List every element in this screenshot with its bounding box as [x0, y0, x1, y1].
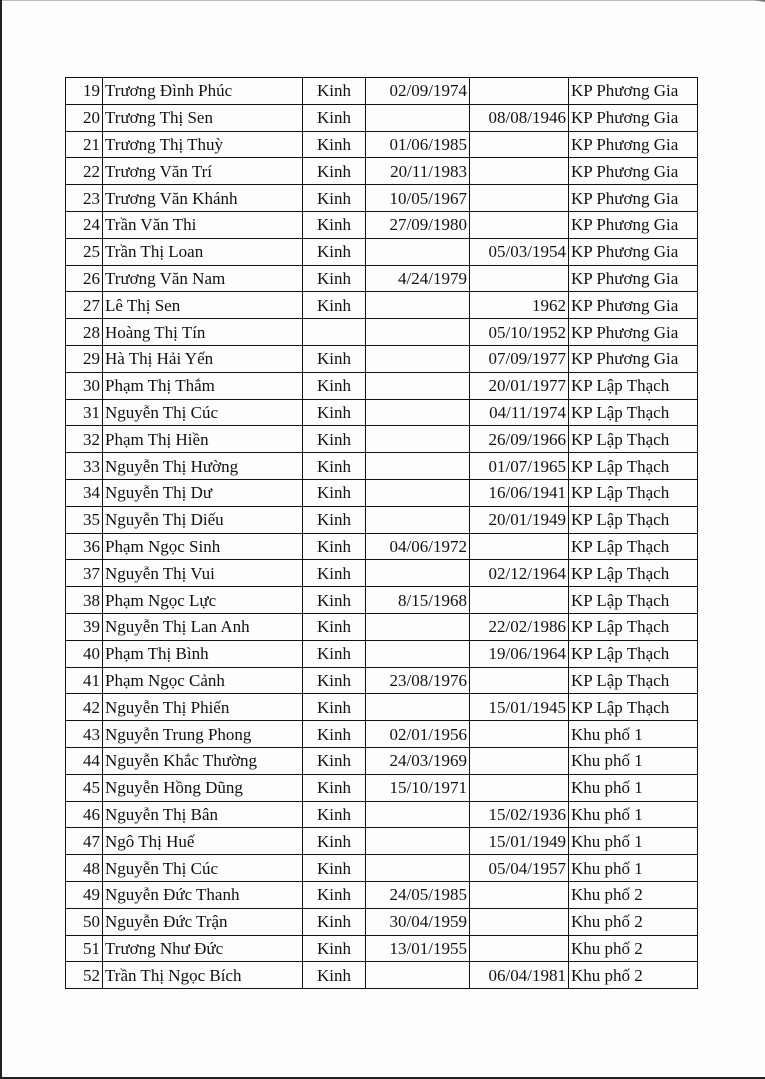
address-cell: KP Lập Thạch — [569, 479, 698, 506]
table-row — [66, 372, 698, 399]
birth-date-female-cell: 01/07/1965 — [470, 453, 569, 480]
ethnicity-cell: Kinh — [303, 78, 366, 105]
birth-date-female-cell — [470, 587, 569, 614]
address-cell: KP Phương Gia — [569, 131, 698, 158]
address-cell: KP Lập Thạch — [569, 694, 698, 721]
ethnicity-cell: Kinh — [303, 506, 366, 533]
birth-date-female-cell: 07/09/1977 — [470, 345, 569, 372]
table-row — [66, 345, 698, 372]
birth-date-female-cell: 05/03/1954 — [470, 238, 569, 265]
ethnicity-cell: Kinh — [303, 828, 366, 855]
birth-date-female-cell: 15/01/1945 — [470, 694, 569, 721]
row-number-cell: 39 — [66, 613, 103, 640]
row-number-cell: 47 — [66, 828, 103, 855]
table-row — [66, 506, 698, 533]
birth-date-male-cell — [366, 453, 470, 480]
table-row — [66, 211, 698, 238]
address-cell: KP Phương Gia — [569, 78, 698, 105]
birth-date-male-cell — [366, 560, 470, 587]
full-name-cell: Phạm Ngọc Cảnh — [103, 667, 303, 694]
address-cell: KP Lập Thạch — [569, 587, 698, 614]
table-row — [66, 774, 698, 801]
birth-date-male-cell: 8/15/1968 — [366, 587, 470, 614]
full-name-cell: Nguyễn Đức Trận — [103, 908, 303, 935]
table-row — [66, 319, 698, 346]
address-cell: KP Phương Gia — [569, 238, 698, 265]
ethnicity-cell: Kinh — [303, 238, 366, 265]
ethnicity-cell: Kinh — [303, 104, 366, 131]
row-number-cell: 22 — [66, 158, 103, 185]
full-name-cell: Trương Văn Nam — [103, 265, 303, 292]
row-number-cell: 36 — [66, 533, 103, 560]
address-cell: Khu phố 1 — [569, 855, 698, 882]
full-name-cell: Phạm Ngọc Lực — [103, 587, 303, 614]
table-row — [66, 881, 698, 908]
row-number-cell: 42 — [66, 694, 103, 721]
birth-date-male-cell — [366, 694, 470, 721]
birth-date-female-cell: 19/06/1964 — [470, 640, 569, 667]
full-name-cell: Nguyễn Thị Dư — [103, 479, 303, 506]
address-cell: Khu phố 1 — [569, 828, 698, 855]
row-number-cell: 48 — [66, 855, 103, 882]
address-cell: KP Phương Gia — [569, 345, 698, 372]
address-cell: Khu phố 2 — [569, 881, 698, 908]
full-name-cell: Trương Như Đức — [103, 935, 303, 962]
birth-date-male-cell — [366, 613, 470, 640]
table-row — [66, 238, 698, 265]
birth-date-male-cell: 30/04/1959 — [366, 908, 470, 935]
page-top-edge — [0, 0, 765, 1]
birth-date-female-cell: 16/06/1941 — [470, 479, 569, 506]
row-number-cell: 52 — [66, 962, 103, 989]
full-name-cell: Nguyễn Thị Lan Anh — [103, 613, 303, 640]
address-cell: Khu phố 1 — [569, 774, 698, 801]
address-cell: Khu phố 1 — [569, 801, 698, 828]
table-row — [66, 131, 698, 158]
row-number-cell: 30 — [66, 372, 103, 399]
table-row — [66, 855, 698, 882]
row-number-cell: 24 — [66, 211, 103, 238]
row-number-cell: 50 — [66, 908, 103, 935]
table-row — [66, 747, 698, 774]
row-number-cell: 46 — [66, 801, 103, 828]
birth-date-female-cell: 20/01/1977 — [470, 372, 569, 399]
ethnicity-cell: Kinh — [303, 801, 366, 828]
birth-date-female-cell — [470, 774, 569, 801]
birth-date-female-cell — [470, 935, 569, 962]
birth-date-female-cell — [470, 721, 569, 748]
row-number-cell: 26 — [66, 265, 103, 292]
birth-date-female-cell: 05/04/1957 — [470, 855, 569, 882]
full-name-cell: Phạm Thị Hiền — [103, 426, 303, 453]
birth-date-male-cell — [366, 855, 470, 882]
full-name-cell: Trương Đình Phúc — [103, 78, 303, 105]
table-row — [66, 426, 698, 453]
full-name-cell: Phạm Thị Bình — [103, 640, 303, 667]
table-row — [66, 185, 698, 212]
full-name-cell: Trần Thị Loan — [103, 238, 303, 265]
birth-date-male-cell: 24/05/1985 — [366, 881, 470, 908]
birth-date-male-cell — [366, 506, 470, 533]
birth-date-male-cell: 13/01/1955 — [366, 935, 470, 962]
birth-date-female-cell — [470, 667, 569, 694]
ethnicity-cell: Kinh — [303, 881, 366, 908]
full-name-cell: Hoàng Thị Tín — [103, 319, 303, 346]
birth-date-male-cell: 24/03/1969 — [366, 747, 470, 774]
birth-date-male-cell — [366, 345, 470, 372]
table-row — [66, 78, 698, 105]
birth-date-female-cell — [470, 881, 569, 908]
row-number-cell: 43 — [66, 721, 103, 748]
table-row — [66, 265, 698, 292]
birth-date-female-cell — [470, 185, 569, 212]
address-cell: KP Lập Thạch — [569, 399, 698, 426]
full-name-cell: Nguyễn Trung Phong — [103, 721, 303, 748]
row-number-cell: 19 — [66, 78, 103, 105]
ethnicity-cell: Kinh — [303, 453, 366, 480]
address-cell: KP Lập Thạch — [569, 667, 698, 694]
row-number-cell: 21 — [66, 131, 103, 158]
ethnicity-cell: Kinh — [303, 935, 366, 962]
birth-date-female-cell: 15/01/1949 — [470, 828, 569, 855]
ethnicity-cell: Kinh — [303, 855, 366, 882]
birth-date-female-cell — [470, 533, 569, 560]
ethnicity-cell: Kinh — [303, 694, 366, 721]
birth-date-female-cell: 15/02/1936 — [470, 801, 569, 828]
full-name-cell: Nguyễn Thị Phiến — [103, 694, 303, 721]
table-row — [66, 613, 698, 640]
ethnicity-cell: Kinh — [303, 962, 366, 989]
table-row — [66, 158, 698, 185]
ethnicity-cell: Kinh — [303, 185, 366, 212]
ethnicity-cell: Kinh — [303, 640, 366, 667]
birth-date-female-cell: 22/02/1986 — [470, 613, 569, 640]
birth-date-female-cell — [470, 908, 569, 935]
table-row — [66, 587, 698, 614]
ethnicity-cell: Kinh — [303, 533, 366, 560]
ethnicity-cell: Kinh — [303, 479, 366, 506]
row-number-cell: 28 — [66, 319, 103, 346]
table-row — [66, 560, 698, 587]
birth-date-female-cell — [470, 78, 569, 105]
birth-date-female-cell: 06/04/1981 — [470, 962, 569, 989]
roster-table — [65, 77, 698, 989]
full-name-cell: Nguyễn Thị Cúc — [103, 855, 303, 882]
table-row — [66, 935, 698, 962]
birth-date-female-cell — [470, 131, 569, 158]
full-name-cell: Nguyễn Thị Cúc — [103, 399, 303, 426]
full-name-cell: Nguyễn Thị Diếu — [103, 506, 303, 533]
birth-date-female-cell — [470, 265, 569, 292]
ethnicity-cell: Kinh — [303, 560, 366, 587]
full-name-cell: Ngô Thị Huế — [103, 828, 303, 855]
birth-date-male-cell: 20/11/1983 — [366, 158, 470, 185]
row-number-cell: 44 — [66, 747, 103, 774]
birth-date-male-cell — [366, 426, 470, 453]
ethnicity-cell: Kinh — [303, 292, 366, 319]
birth-date-male-cell — [366, 801, 470, 828]
full-name-cell: Phạm Ngọc Sinh — [103, 533, 303, 560]
full-name-cell: Nguyễn Thị Bân — [103, 801, 303, 828]
row-number-cell: 27 — [66, 292, 103, 319]
birth-date-male-cell — [366, 962, 470, 989]
row-number-cell: 45 — [66, 774, 103, 801]
row-number-cell: 41 — [66, 667, 103, 694]
address-cell: KP Phương Gia — [569, 265, 698, 292]
full-name-cell: Nguyễn Khắc Thường — [103, 747, 303, 774]
birth-date-male-cell: 10/05/1967 — [366, 185, 470, 212]
table-row — [66, 104, 698, 131]
table-row — [66, 962, 698, 989]
ethnicity-cell: Kinh — [303, 613, 366, 640]
birth-date-female-cell — [470, 158, 569, 185]
address-cell: KP Lập Thạch — [569, 613, 698, 640]
ethnicity-cell: Kinh — [303, 667, 366, 694]
birth-date-male-cell: 15/10/1971 — [366, 774, 470, 801]
birth-date-male-cell — [366, 828, 470, 855]
row-number-cell: 29 — [66, 345, 103, 372]
full-name-cell: Nguyễn Đức Thanh — [103, 881, 303, 908]
table-row — [66, 721, 698, 748]
full-name-cell: Nguyễn Thị Vui — [103, 560, 303, 587]
row-number-cell: 31 — [66, 399, 103, 426]
table-row — [66, 908, 698, 935]
table-row — [66, 479, 698, 506]
row-number-cell: 37 — [66, 560, 103, 587]
row-number-cell: 23 — [66, 185, 103, 212]
birth-date-male-cell — [366, 399, 470, 426]
full-name-cell: Nguyễn Thị Hường — [103, 453, 303, 480]
address-cell: KP Lập Thạch — [569, 560, 698, 587]
address-cell: KP Phương Gia — [569, 292, 698, 319]
address-cell: KP Phương Gia — [569, 319, 698, 346]
birth-date-female-cell — [470, 211, 569, 238]
address-cell: KP Phương Gia — [569, 104, 698, 131]
ethnicity-cell: Kinh — [303, 372, 366, 399]
ethnicity-cell: Kinh — [303, 426, 366, 453]
birth-date-female-cell: 1962 — [470, 292, 569, 319]
birth-date-male-cell — [366, 479, 470, 506]
row-number-cell: 38 — [66, 587, 103, 614]
birth-date-male-cell: 27/09/1980 — [366, 211, 470, 238]
address-cell: KP Lập Thạch — [569, 426, 698, 453]
address-cell: KP Phương Gia — [569, 211, 698, 238]
ethnicity-cell: Kinh — [303, 399, 366, 426]
ethnicity-cell: Kinh — [303, 908, 366, 935]
table-row — [66, 801, 698, 828]
full-name-cell: Trương Văn Trí — [103, 158, 303, 185]
ethnicity-cell: Kinh — [303, 587, 366, 614]
full-name-cell: Trần Văn Thi — [103, 211, 303, 238]
ethnicity-cell: Kinh — [303, 747, 366, 774]
birth-date-male-cell — [366, 640, 470, 667]
ethnicity-cell: Kinh — [303, 158, 366, 185]
address-cell: Khu phố 2 — [569, 935, 698, 962]
address-cell: Khu phố 1 — [569, 747, 698, 774]
birth-date-male-cell — [366, 292, 470, 319]
full-name-cell: Trương Văn Khánh — [103, 185, 303, 212]
table-row — [66, 667, 698, 694]
full-name-cell: Phạm Thị Thắm — [103, 372, 303, 399]
page-corner-fold — [735, 0, 765, 16]
row-number-cell: 35 — [66, 506, 103, 533]
birth-date-female-cell: 08/08/1946 — [470, 104, 569, 131]
ethnicity-cell: Kinh — [303, 345, 366, 372]
ethnicity-cell: Kinh — [303, 265, 366, 292]
table-row — [66, 399, 698, 426]
address-cell: KP Lập Thạch — [569, 506, 698, 533]
address-cell: KP Lập Thạch — [569, 453, 698, 480]
birth-date-female-cell: 02/12/1964 — [470, 560, 569, 587]
birth-date-male-cell — [366, 319, 470, 346]
address-cell: KP Lập Thạch — [569, 640, 698, 667]
address-cell: Khu phố 2 — [569, 908, 698, 935]
table-row — [66, 694, 698, 721]
table-row — [66, 292, 698, 319]
row-number-cell: 51 — [66, 935, 103, 962]
birth-date-male-cell: 04/06/1972 — [366, 533, 470, 560]
full-name-cell: Trương Thị Sen — [103, 104, 303, 131]
table-row — [66, 453, 698, 480]
birth-date-male-cell: 23/08/1976 — [366, 667, 470, 694]
address-cell: Khu phố 2 — [569, 962, 698, 989]
row-number-cell: 49 — [66, 881, 103, 908]
birth-date-male-cell: 02/09/1974 — [366, 78, 470, 105]
ethnicity-cell: Kinh — [303, 721, 366, 748]
full-name-cell: Lê Thị Sen — [103, 292, 303, 319]
row-number-cell: 34 — [66, 479, 103, 506]
full-name-cell: Hà Thị Hải Yến — [103, 345, 303, 372]
address-cell: KP Lập Thạch — [569, 533, 698, 560]
address-cell: KP Phương Gia — [569, 158, 698, 185]
table-row — [66, 533, 698, 560]
row-number-cell: 20 — [66, 104, 103, 131]
ethnicity-cell: Kinh — [303, 774, 366, 801]
address-cell: KP Phương Gia — [569, 185, 698, 212]
table-row — [66, 828, 698, 855]
ethnicity-cell: Kinh — [303, 211, 366, 238]
birth-date-male-cell: 02/01/1956 — [366, 721, 470, 748]
birth-date-female-cell: 26/09/1966 — [470, 426, 569, 453]
row-number-cell: 33 — [66, 453, 103, 480]
birth-date-female-cell: 05/10/1952 — [470, 319, 569, 346]
birth-date-female-cell — [470, 747, 569, 774]
birth-date-female-cell: 04/11/1974 — [470, 399, 569, 426]
birth-date-male-cell — [366, 104, 470, 131]
full-name-cell: Trần Thị Ngọc Bích — [103, 962, 303, 989]
birth-date-male-cell: 01/06/1985 — [366, 131, 470, 158]
address-cell: KP Lập Thạch — [569, 372, 698, 399]
birth-date-male-cell — [366, 372, 470, 399]
table-row — [66, 640, 698, 667]
ethnicity-cell: Kinh — [303, 131, 366, 158]
roster-table-body — [66, 78, 698, 989]
address-cell: Khu phố 1 — [569, 721, 698, 748]
full-name-cell: Nguyễn Hồng Dũng — [103, 774, 303, 801]
row-number-cell: 25 — [66, 238, 103, 265]
ethnicity-cell — [303, 319, 366, 346]
row-number-cell: 32 — [66, 426, 103, 453]
full-name-cell: Trương Thị Thuỳ — [103, 131, 303, 158]
page-left-edge — [0, 0, 2, 1079]
row-number-cell: 40 — [66, 640, 103, 667]
birth-date-female-cell: 20/01/1949 — [470, 506, 569, 533]
birth-date-male-cell: 4/24/1979 — [366, 265, 470, 292]
birth-date-male-cell — [366, 238, 470, 265]
